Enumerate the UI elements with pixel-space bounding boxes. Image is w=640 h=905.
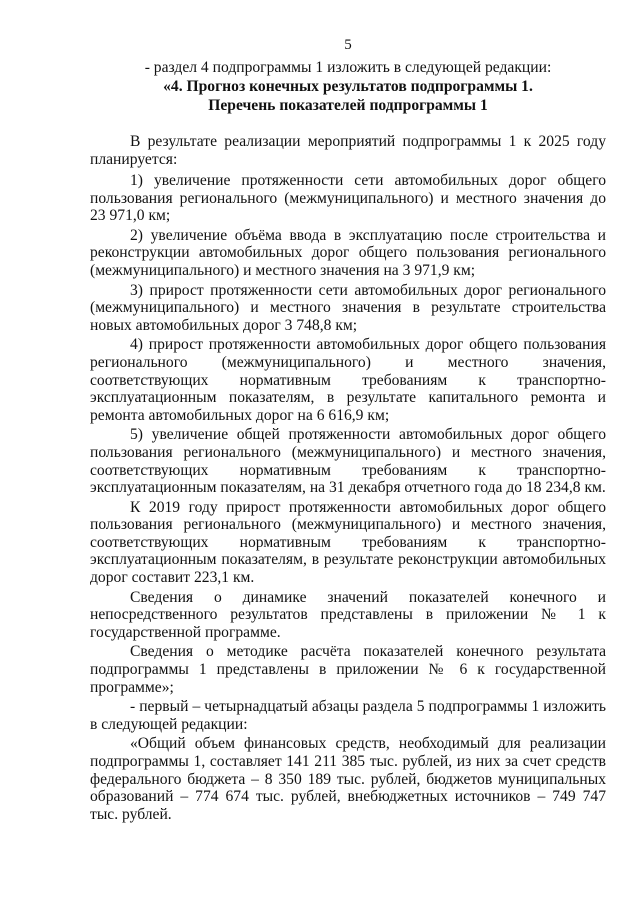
paragraph-item-2: 2) увеличение объёма ввода в эксплуатацию после строительства и реконструкции автомобильных дорог общего пользования регионального (межмуниципального) и местного значения на 3 971,9 км; xyxy=(90,226,606,279)
paragraph-funding-total: «Общий объем финансовых средств, необходимый для реализации подпрограммы 1, составляет 141 211 385 тыс. рублей, из них за счет средств федерального бюджета – 8 350 189 тыс. рублей, бюджетов муниципальных образований – 774 674 тыс. рублей, внебюджетных источников – 749 747 тыс. рублей. xyxy=(90,735,606,823)
paragraph-item-5: 5) увеличение общей протяженности автомобильных дорог общего пользования регионального (межмуниципального) и местного значения, соответствующих нормативным требованиям к транспортно-эксплуатационным показателям, на 31 декабря отчетного года до 18 234,8 км. xyxy=(90,426,606,497)
paragraph-2019-increase: К 2019 году прирост протяженности автомобильных дорог общего пользования регионального (межмуниципального) и местного значения, соответствующих нормативным требованиям к транспортно-эксплуатационным показателям, в результате реконструкции автомобильных дорог составит 223,1 км. xyxy=(90,498,606,587)
section-heading-line2: Перечень показателей подпрограммы 1 xyxy=(208,97,488,114)
section-heading-line1: «4. Прогноз конечных результатов подпрограммы 1. xyxy=(163,78,533,95)
intro-line: - раздел 4 подпрограммы 1 изложить в следующей редакции: xyxy=(144,59,552,76)
page-number: 5 xyxy=(344,37,352,53)
paragraph-item-4: 4) прирост протяженности автомобильных дорог общего пользования регионального (межмуниципального) и местного значения, соответствующих нормативным требованиям к транспортно-эксплуатационным показателям, в результате капитального ремонта и ремонта автомобильных дорог на 6 616,9 км; xyxy=(90,336,606,424)
paragraph-item-3: 3) прирост протяженности сети автомобильных дорог регионального (межмуниципального) и местного значения в результате строительства новых автомобильных дорог 3 748,8 км; xyxy=(90,281,606,334)
paragraph-methodology-info: Сведения о методике расчёта показателей конечного результата подпрограммы 1 представлены в приложении № 6 к государственной программе»; xyxy=(90,643,606,696)
paragraph-forecast-intro: В результате реализации мероприятий подпрограммы 1 к 2025 году планируется: xyxy=(90,133,606,168)
paragraph-item-1: 1) увеличение протяженности сети автомобильных дорог общего пользования регионального (межмуниципального) и местного значения до 23 971,0 км; xyxy=(90,172,606,225)
paragraph-dynamics-info: Сведения о динамике значений показателей конечного и непосредственного результатов представлены в приложении № 1 к государственной программе. xyxy=(90,588,606,641)
paragraph-section5-instruction: - первый – четырнадцатый абзацы раздела 5 подпрограммы 1 изложить в следующей редакции: xyxy=(90,698,606,733)
